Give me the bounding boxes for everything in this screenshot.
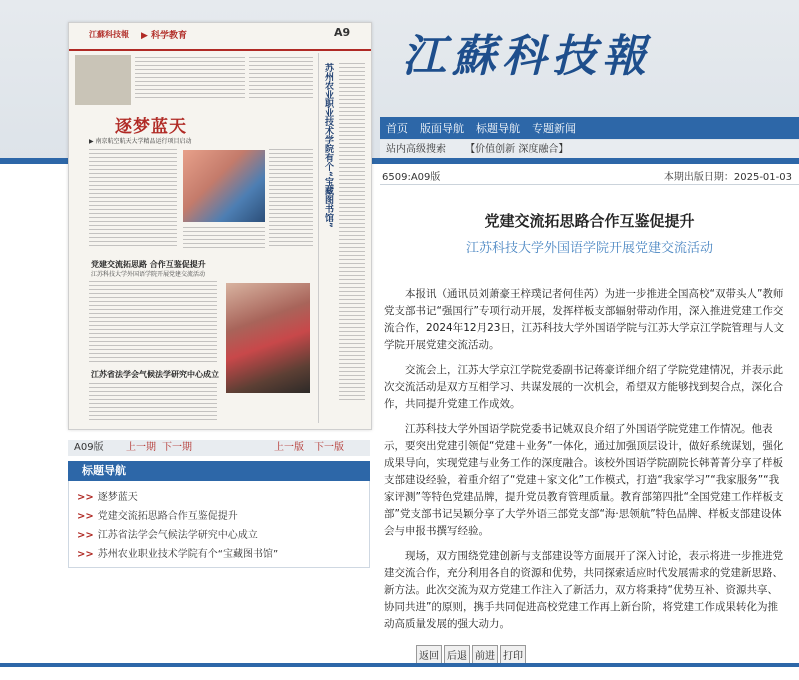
title-nav-header [68, 461, 370, 481]
paper-vertical-headline[interactable]: 苏州农业职业技术学院有个“宝藏图书馆” [323, 63, 333, 228]
footer-divider [0, 663, 799, 667]
article-paragraph: 交流会上，江苏大学京江学院党委副书记蒋豪详细介绍了学院党建情况，并表示此次交流活动是双方互相学习、共谋发展的一次机会，希望双方能够找到契合点，深化合作，共同提升党建工作成效。 [384, 364, 783, 410]
next-page-link[interactable]: 下一版 [314, 442, 344, 453]
paper-headline[interactable]: 逐梦蓝天 [115, 117, 187, 137]
back-button[interactable]: 返回 [416, 645, 442, 664]
print-button[interactable]: 打印 [500, 645, 526, 664]
title-nav-item-label: 苏州农业职业技术学院有个“宝藏图书馆” [97, 549, 279, 560]
nav-home[interactable]: 首页 [386, 122, 408, 135]
arrow-icon: >> [77, 492, 94, 503]
forward-button[interactable]: 前进 [472, 645, 498, 664]
title-nav-heading: 标题导航 [82, 464, 126, 477]
text-block [89, 149, 177, 249]
title-nav-item[interactable] [77, 488, 138, 503]
title-nav-item-label: 江苏省法学会气候法学研究中心成立 [97, 530, 258, 541]
paper-photo-library [226, 283, 310, 393]
paper-page-number: A9 [334, 26, 351, 39]
issue-info [382, 168, 792, 184]
prev-page-link[interactable]: 上一版 [274, 442, 304, 453]
prev-issue-link[interactable]: 上一期 [126, 442, 156, 453]
text-block [135, 57, 245, 101]
arrow-icon: >> [77, 530, 94, 541]
title-nav-item-label: 逐梦蓝天 [97, 492, 138, 503]
publish-date: 本期出版日期：2025-01-03 [663, 172, 792, 183]
paper-subhead: ▶ 南京航空航天大学精品运行项目启动 [89, 138, 192, 145]
paper-article-subhead: 江苏科技大学外国语学院开展党建交流活动 [91, 271, 206, 278]
masthead-logo: 江蘇科技報 [402, 31, 652, 82]
article-title: 党建交流拓思路合作互鉴促提升 [484, 212, 695, 230]
text-block [183, 227, 265, 249]
title-nav-item[interactable] [77, 526, 258, 541]
text-block [339, 63, 365, 403]
paper-intro-photo [75, 55, 131, 105]
title-nav-list [68, 481, 370, 568]
advanced-search-link[interactable]: 站内高级搜索 [386, 144, 446, 155]
main-nav [380, 117, 799, 139]
nav-page-navigation[interactable]: 版面导航 [420, 122, 464, 135]
title-nav-item[interactable] [77, 545, 278, 560]
slogan-text: 【价值创新 深度融合】 [465, 144, 569, 155]
article-paragraph: 江苏科技大学外国语学院党委书记姚双良介绍了外国语学院党建工作情况。他表示，要突出党建引领促“党建＋业务”一体化，通过加强顶层设计，做好系统谋划，强化成果导向，实现党建与业务工作的深度融合。该校外国语学院副院长韩菁菁分享了样板支部建设经验，着重介绍了“党建＋家文化”工作模式，打造“我家学习”“我家服务”“我家评测”等特色党建品牌，提升党员教育管理质量。教育部第四批“全国党建工作样板支部”党支部书记吴颖分享了大学外语三部党支部“海·思领航”特色品牌、样板支部建设体会与申报书撰写经验。 [384, 423, 784, 537]
action-buttons [416, 645, 528, 664]
divider [380, 184, 799, 185]
paper-logo: 江蘇科技報 [89, 30, 129, 39]
text-block [249, 57, 313, 101]
search-row [380, 140, 799, 160]
article-body [384, 286, 784, 641]
paper-header [69, 23, 371, 51]
next-issue-link[interactable]: 下一期 [162, 442, 192, 453]
page-pager [68, 440, 370, 456]
current-edition: A09版 [74, 442, 104, 453]
paper-photo-children [183, 150, 265, 222]
article-subtitle: 江苏科技大学外国语学院开展党建交流活动 [465, 241, 713, 256]
title-nav-item-label: 党建交流拓思路合作互鉴促提升 [97, 511, 238, 522]
history-back-button[interactable]: 后退 [444, 645, 470, 664]
paper-article-headline-2[interactable]: 江苏省法学会气候法学研究中心成立 [91, 370, 219, 379]
paper-article-headline[interactable]: 党建交流拓思路 合作互鉴促提升 [91, 260, 206, 269]
text-block [269, 149, 313, 249]
text-block [89, 383, 217, 423]
edition-label: 6509:A09版 [382, 172, 441, 183]
arrow-icon: >> [77, 549, 94, 560]
newspaper-page-image[interactable] [68, 22, 372, 430]
paper-section: ▶ 科学教育 [141, 31, 188, 41]
article-paragraph: 现场，双方围绕党建创新与支部建设等方面展开了深入讨论，表示将进一步推进党建交流合作，充分利用各自的资源和优势，共同探索适应时代发展需求的党建新思路、新方法。此次交流为双方党建工作注入了新活力，双方将秉持“优势互补、资源共享、协同共进”的原则，携手共同促进高校党建工作再上新台阶，将党建工作成果转化为推动高质量发展的强大动力。 [384, 550, 783, 630]
text-block [89, 281, 217, 365]
nav-special-news[interactable]: 专题新闻 [532, 122, 576, 135]
title-nav-item[interactable] [77, 507, 238, 522]
nav-title-navigation[interactable]: 标题导航 [476, 122, 520, 135]
article-paragraph: 本报讯（通讯员刘萧豪王梓璞记者何佳芮）为进一步推进全国高校“双带头人”教师党支部书记“强国行”专项行动开展，发挥样板支部辐射带动作用，深入推进党建工作交流合作，2024年12月23日，江苏科技大学外国语学院与江苏大学京江学院管理与人文学院开展党建交流活动。 [384, 288, 784, 351]
arrow-icon: >> [77, 511, 94, 522]
